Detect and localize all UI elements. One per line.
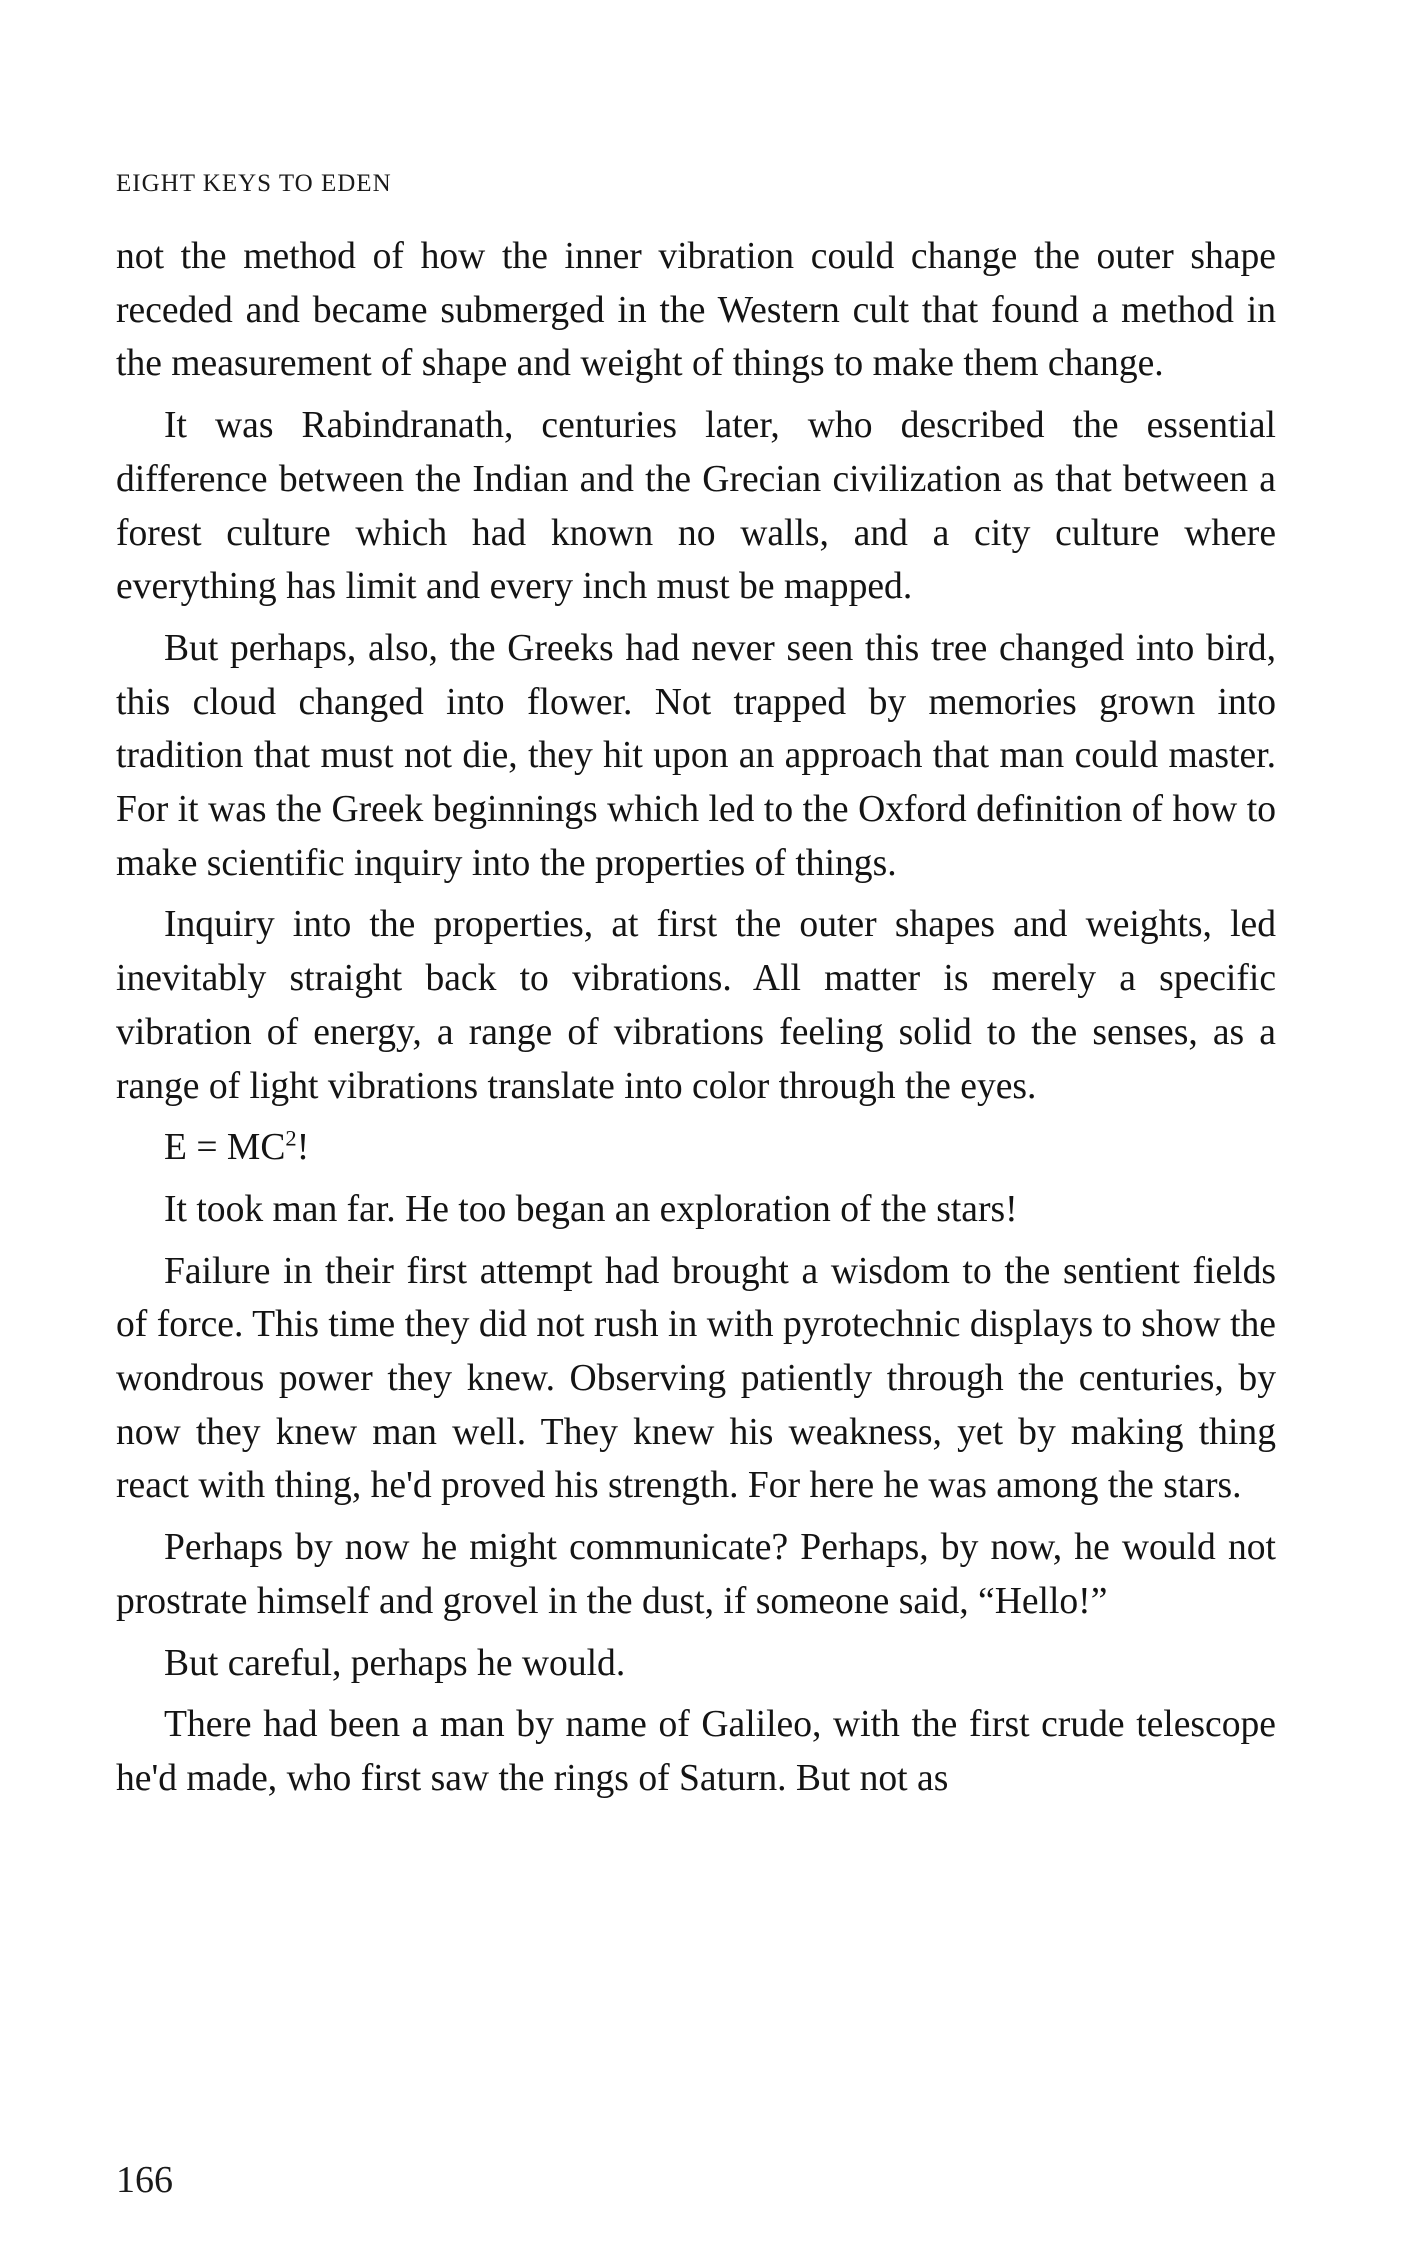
page-body — [116, 230, 1276, 1814]
equation-suffix: ! — [296, 1127, 310, 1169]
equation-superscript: 2 — [285, 1125, 297, 1151]
running-head: EIGHT KEYS TO EDEN — [116, 170, 392, 197]
paragraph-3: But perhaps, also, the Greeks had never seen this tree changed into bird, this cloud changed into flower. Not trapped by memories grown into tradition that must not die, they hit upon an approach that man could master. For it was the Greek beginnings which led to the Oxford definition of how to make scientific inquiry into the properties of things. — [116, 627, 1276, 884]
equation-base: E = MC — [164, 1127, 286, 1169]
paragraph-1: not the method of how the inner vibration could change the outer shape receded and became submerged in the Western cult that found a method in the measurement of shape and weight of things to make them change. — [116, 236, 1276, 385]
paragraph-2: It was Rabindranath, centuries later, who described the essential difference between the Indian and the Grecian civilization as that between a forest culture which had known no walls, and a city culture where everything has limit and every inch must be mapped. — [116, 405, 1276, 608]
paragraph-4: Inquiry into the properties, at first the outer shapes and weights, led inevitably straight back to vibrations. All matter is merely a specific vibration of energy, a range of vibrations feeling solid to the senses, as a range of light vibrations translate into color through the eyes. — [116, 904, 1276, 1107]
equation — [116, 1121, 1276, 1175]
paragraph-6: Failure in their first attempt had brought a wisdom to the sentient fields of force. This time they did not rush in with pyrotechnic displays to show the wondrous power they knew. Observing patiently through the centuries, by now they knew man well. They knew his weakness, yet by making thing react with thing, he'd proved his strength. For here he was among the stars. — [116, 1250, 1276, 1507]
page-number: 166 — [116, 2159, 173, 2201]
paragraph-5: It took man far. He too began an exploration of the stars! — [164, 1188, 1018, 1230]
paragraph-7: Perhaps by now he might communicate? Perhaps, by now, he would not prostrate himself and grovel in the dust, if someone said, “Hello!” — [116, 1527, 1276, 1622]
paragraph-9: There had been a man by name of Galileo, with the first crude telescope he'd made, who first saw the rings of Saturn. But not as — [116, 1704, 1276, 1799]
paragraph-8: But careful, perhaps he would. — [164, 1642, 626, 1684]
